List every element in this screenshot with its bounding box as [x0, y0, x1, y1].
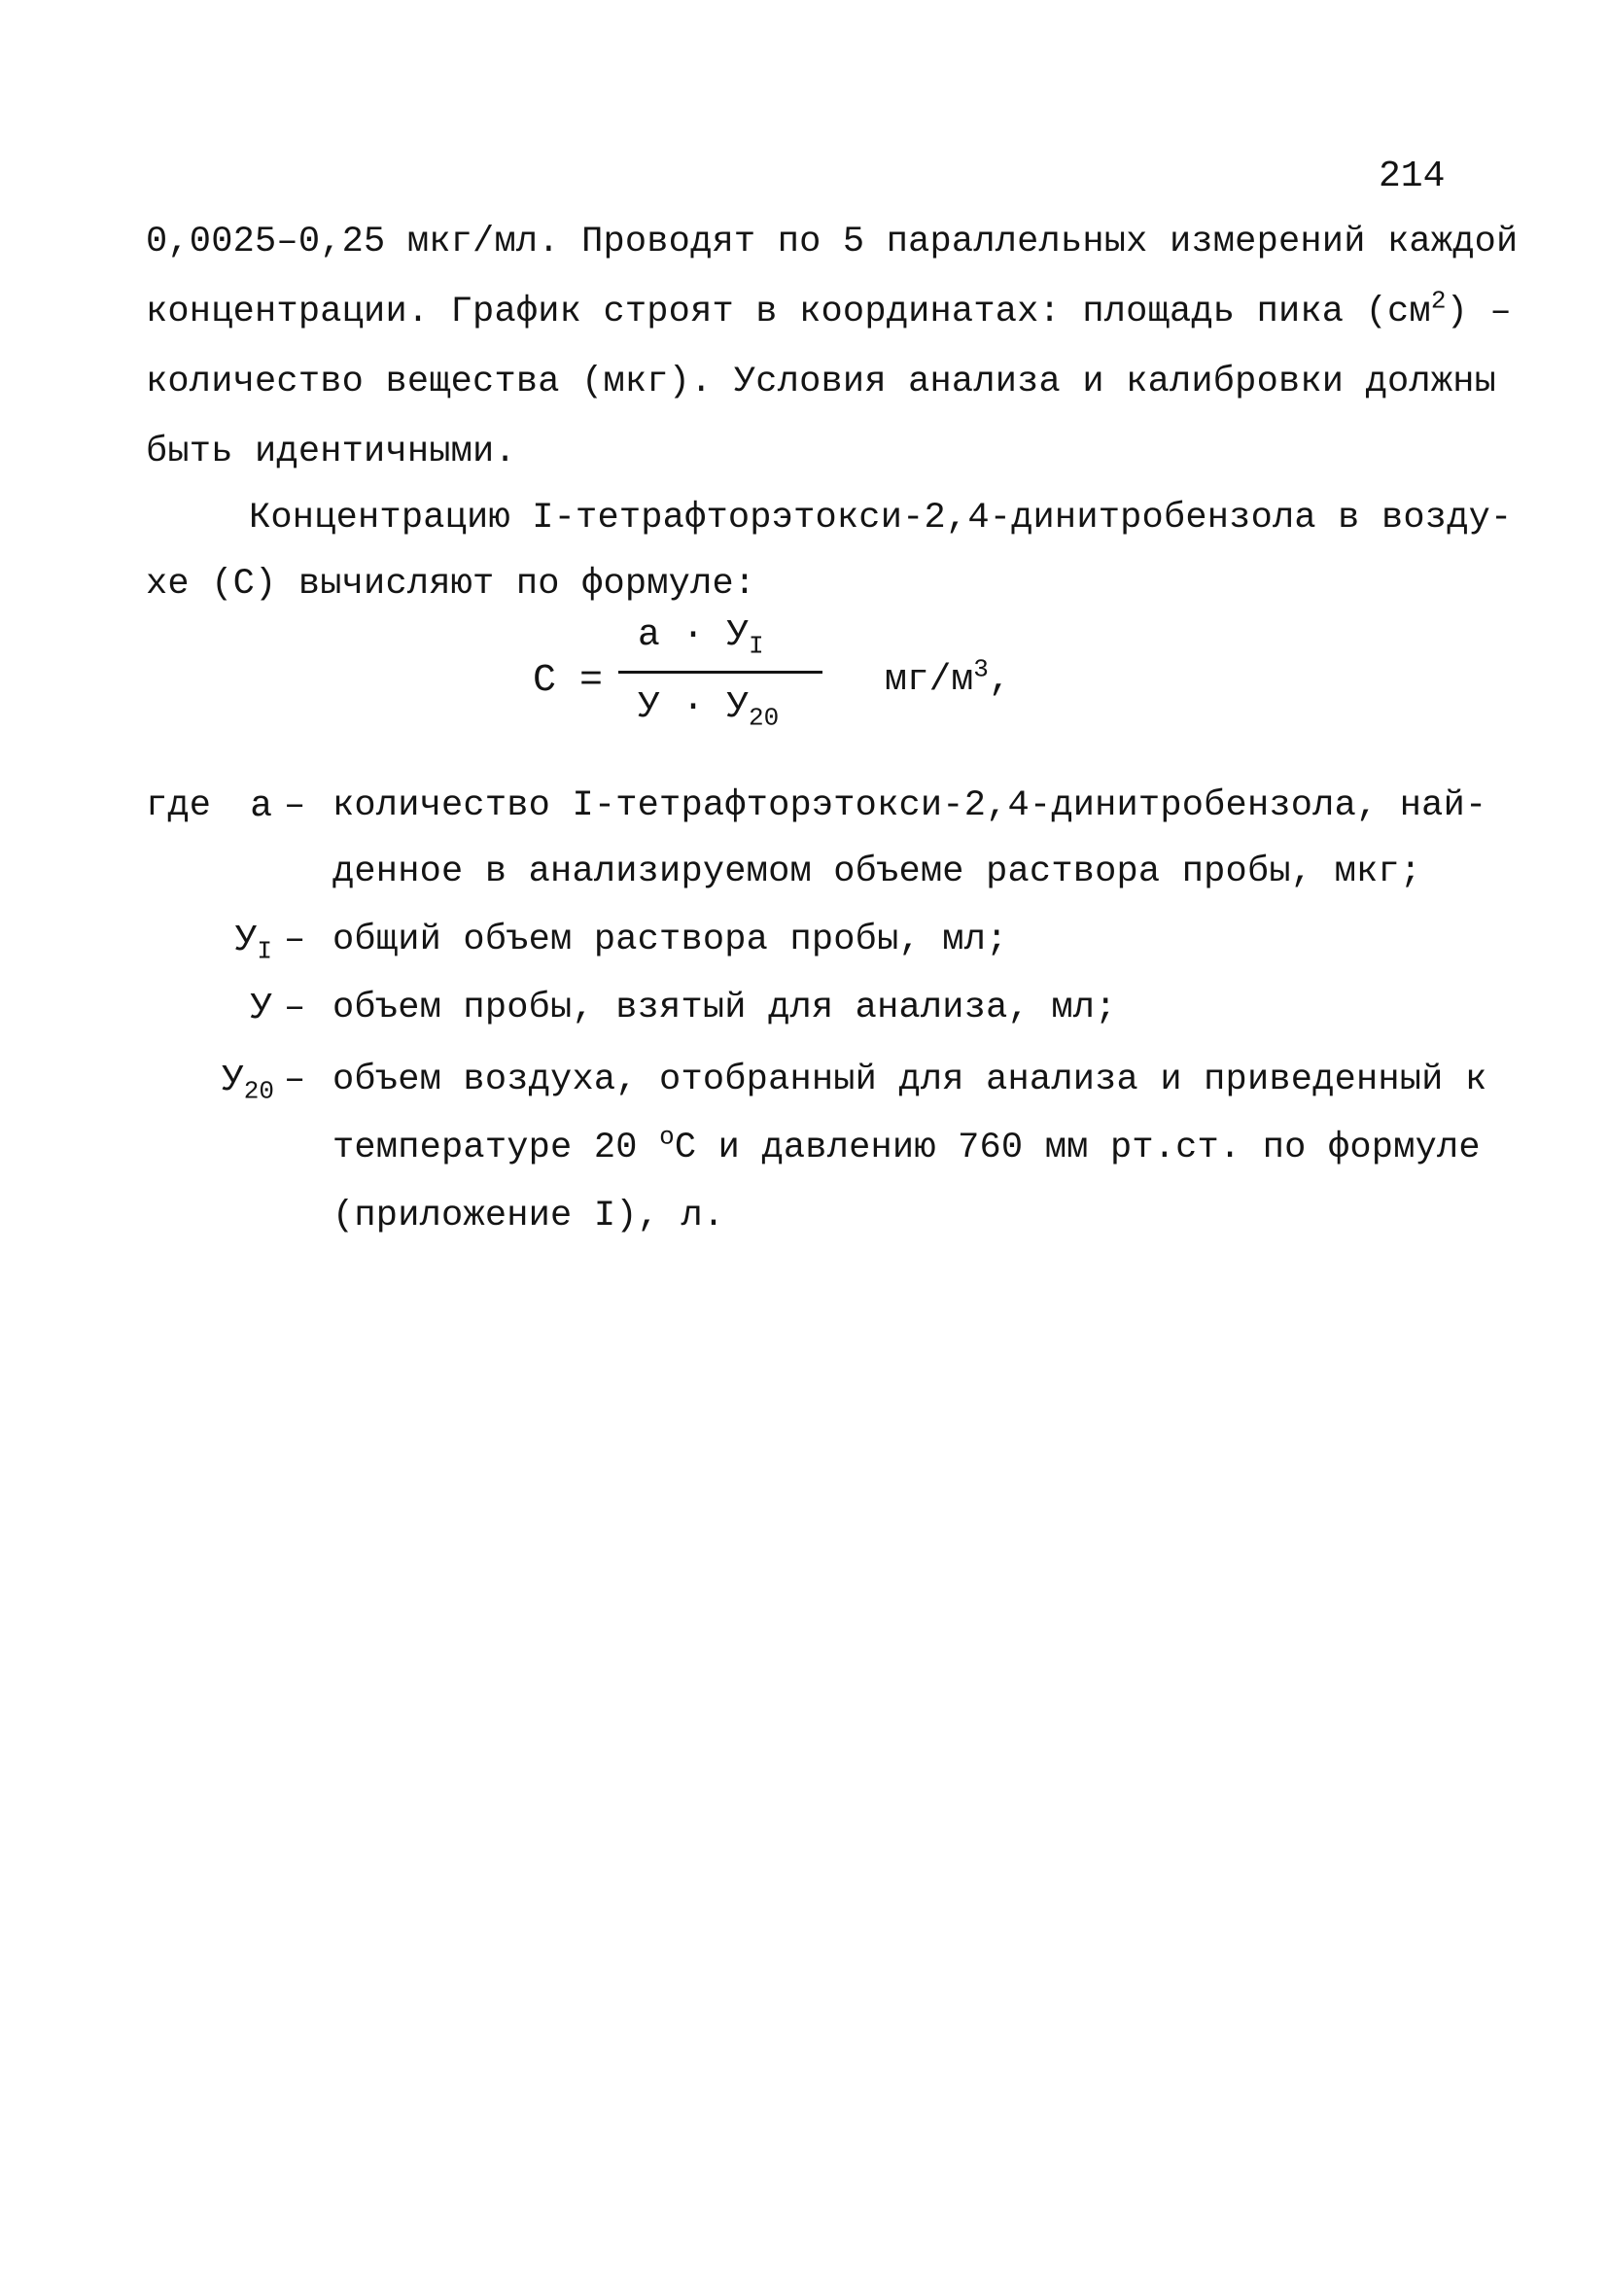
superscript-2: 2	[1430, 286, 1447, 316]
paragraph2-line2: хе (С) вычисляют по формуле:	[146, 564, 756, 605]
paragraph1-line2-text: концентрации. График строят в координатах: площадь пика (см	[146, 292, 1431, 332]
definition-symbol-a-main: а	[250, 785, 272, 827]
where-label: где	[146, 785, 212, 826]
paragraph1-line3: количество вещества (мкг). Условия анализа и калибровки должны	[146, 362, 1497, 402]
formula-denominator-main: У · У	[638, 686, 750, 728]
definition-v1-line1: общий объем раствора пробы, мл;	[332, 920, 1008, 960]
formula-denominator-sub: 20	[749, 703, 780, 733]
definition-a-line2: денное в анализируемом объеме раствора пробы, мкг;	[332, 852, 1422, 892]
definition-symbol-a	[226, 785, 272, 827]
definition-a-line1: количество I-тетрафторэтокси-2,4-динитробензола, най-	[332, 785, 1487, 826]
paragraph1-line2-tail: ) –	[1446, 292, 1512, 332]
formula-lhs: С =	[533, 659, 604, 703]
paragraph1-line4: быть идентичными.	[146, 432, 516, 472]
formula-numerator-sub: I	[749, 631, 764, 661]
formula-units	[885, 654, 1011, 701]
definition-symbol-v1-main: У	[234, 920, 258, 961]
page-number: 214	[1379, 156, 1446, 197]
fraction-bar	[618, 671, 822, 674]
definition-v20-line1: объем воздуха, отобранный для анализа и приведенный к	[332, 1060, 1487, 1100]
definition-dash-v20: –	[284, 1060, 306, 1100]
definition-symbol-v-main: У	[250, 988, 272, 1029]
definition-dash-a: –	[284, 785, 306, 826]
definition-v20-line2-text: температуре 20	[332, 1128, 638, 1168]
definition-symbol-v	[194, 988, 272, 1029]
definition-dash-v: –	[284, 988, 306, 1028]
definition-symbol-v20-sub: 20	[243, 1076, 274, 1106]
paragraph1-line2	[146, 286, 1512, 332]
definition-v20-line3: (приложение I), л.	[332, 1196, 725, 1236]
definition-v20-line2	[332, 1122, 1481, 1168]
definition-symbol-v20-main: У	[221, 1060, 244, 1101]
degree-superscript: о	[659, 1122, 675, 1152]
formula-units-tail: ,	[988, 659, 1011, 701]
definition-v-line1: объем пробы, взятый для анализа, мл;	[332, 988, 1117, 1028]
formula-denominator	[638, 686, 780, 733]
definition-dash-v1: –	[284, 920, 306, 960]
concentration-formula	[533, 614, 1038, 750]
definition-symbol-v20	[185, 1060, 274, 1106]
formula-numerator	[638, 614, 764, 661]
definition-symbol-v1	[194, 920, 272, 966]
paragraph1-line1: 0,0025–0,25 мкг/мл. Проводят по 5 параллельных измерений каждой	[146, 222, 1519, 262]
formula-units-main: мг/м	[885, 659, 974, 701]
definition-symbol-v1-sub: I	[257, 936, 272, 966]
formula-units-sup: 3	[973, 654, 989, 684]
definition-v20-line2-tail: С и давлению 760 мм рт.ст. по формуле	[674, 1128, 1481, 1168]
paragraph2-line1: Концентрацию I-тетрафторэтокси-2,4-динитробензола в возду-	[249, 498, 1513, 539]
formula-numerator-main: а · У	[638, 614, 750, 656]
